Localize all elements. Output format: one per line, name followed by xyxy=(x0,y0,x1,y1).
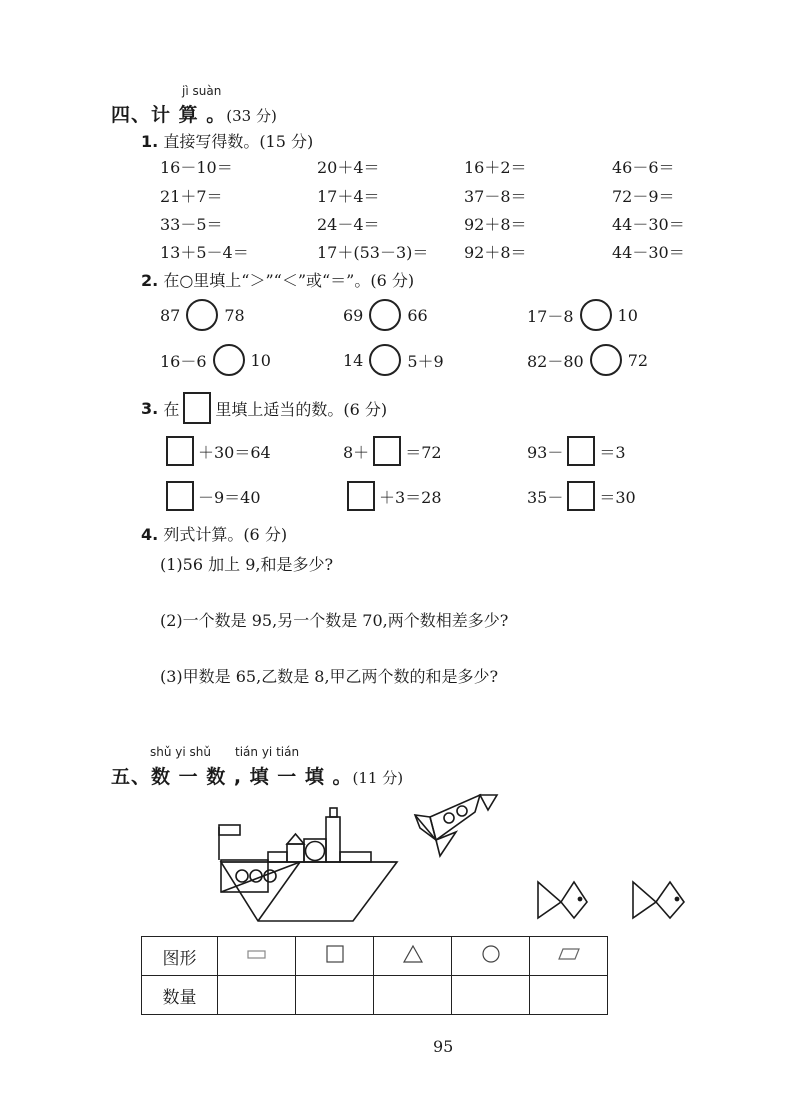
compare-right: 10 xyxy=(250,350,271,370)
count-cell-circle[interactable] xyxy=(452,976,530,1015)
section5-title-text: 五、数 一 数 , 填 一 填 。 xyxy=(111,766,353,788)
section5-pinyin-2: tián yi tián xyxy=(235,745,300,759)
q2-text: 在○里填上“＞”“＜”或“＝”。(6 分) xyxy=(163,271,415,290)
calc-item: 44－30＝ xyxy=(612,215,685,234)
circle-icon xyxy=(452,937,530,976)
fish-figure-1 xyxy=(538,882,587,918)
q2-number: 2. xyxy=(141,271,159,290)
section4-title-text: 四、计 算 。 xyxy=(111,104,227,126)
calc-item: 16＋2＝ xyxy=(464,158,527,177)
table-row-shapes xyxy=(142,937,608,976)
fill-left: 8＋ xyxy=(343,442,370,462)
table-label-shape: 图形 xyxy=(142,937,218,976)
calc-item: 20＋4＝ xyxy=(317,158,380,177)
q4-item-1: (1)56 加上 9,和是多少? xyxy=(160,555,334,574)
fill-right: ＝3 xyxy=(599,442,626,462)
q4-text: 列式计算。(6 分) xyxy=(163,525,288,544)
calc-item: 17＋4＝ xyxy=(317,187,380,206)
compare-left: 87 xyxy=(160,305,181,325)
rocket-figure xyxy=(415,795,497,856)
calc-item: 13＋5－4＝ xyxy=(160,243,249,262)
calc-item: 16－10＝ xyxy=(160,158,233,177)
calc-item: 21＋7＝ xyxy=(160,187,223,206)
calc-item: 24－4＝ xyxy=(317,215,380,234)
calc-item: 92＋8＝ xyxy=(464,243,527,262)
section4-points: (33 分) xyxy=(226,107,277,125)
calc-item: 92＋8＝ xyxy=(464,215,527,234)
compare-right: 10 xyxy=(617,305,638,325)
square-icon xyxy=(296,937,374,976)
calc-item: 17＋(53－3)＝ xyxy=(317,243,429,262)
fill-right: ＝72 xyxy=(405,442,442,462)
count-cell-square[interactable] xyxy=(296,976,374,1015)
q1-text: 直接写得数。(15 分) xyxy=(163,132,314,151)
q3-text-pre: 在 xyxy=(163,399,180,419)
calc-item: 72－9＝ xyxy=(612,187,675,206)
fish-figure-2 xyxy=(633,882,684,918)
calc-item: 46－6＝ xyxy=(612,158,675,177)
count-cell-parallelogram[interactable] xyxy=(530,976,608,1015)
fill-right: ＋3＝28 xyxy=(379,487,442,507)
compare-right: 78 xyxy=(224,305,245,325)
compare-left: 69 xyxy=(343,305,364,325)
q4-number: 4. xyxy=(141,525,159,544)
calc-item: 33－5＝ xyxy=(160,215,223,234)
q3-number: 3. xyxy=(141,398,159,418)
section4-pinyin: jì suàn xyxy=(182,84,222,98)
calc-item: 37－8＝ xyxy=(464,187,527,206)
compare-right: 72 xyxy=(627,350,649,370)
q4-item-3: (3)甲数是 65,乙数是 8,甲乙两个数的和是多少? xyxy=(160,667,499,686)
compare-left: 14 xyxy=(343,350,364,370)
table-row-counts xyxy=(142,976,608,1015)
calc-item: 44－30＝ xyxy=(612,243,685,262)
fill-left: 93－ xyxy=(527,442,564,462)
compare-left: 82－80 xyxy=(527,351,584,371)
page-number: 95 xyxy=(433,1037,454,1056)
fill-left: 35－ xyxy=(527,487,564,507)
q4-item-2: (2)一个数是 95,另一个数是 70,两个数相差多少? xyxy=(160,611,509,630)
fill-right: ＝30 xyxy=(599,487,636,507)
compare-left: 16－6 xyxy=(160,351,207,371)
compare-right: 66 xyxy=(407,305,428,325)
fill-right: ＋30＝64 xyxy=(198,442,271,462)
section5-pinyin-1: shǔ yi shǔ xyxy=(150,745,211,759)
triangle-icon xyxy=(374,937,452,976)
ship-figure xyxy=(219,808,397,921)
section5-points: (11 分) xyxy=(352,769,404,787)
count-cell-rectangle[interactable] xyxy=(218,976,296,1015)
fill-right: －9＝40 xyxy=(198,487,261,507)
rectangle-icon xyxy=(218,937,296,976)
compare-left: 17－8 xyxy=(527,306,574,326)
compare-right: 5＋9 xyxy=(407,351,444,371)
q3-text-post: 里填上适当的数。(6 分) xyxy=(215,399,388,419)
shape-count-table xyxy=(141,936,608,1015)
parallelogram-icon xyxy=(530,937,608,976)
q1-number: 1. xyxy=(141,132,159,151)
count-cell-triangle[interactable] xyxy=(374,976,452,1015)
table-label-count: 数量 xyxy=(142,976,218,1015)
